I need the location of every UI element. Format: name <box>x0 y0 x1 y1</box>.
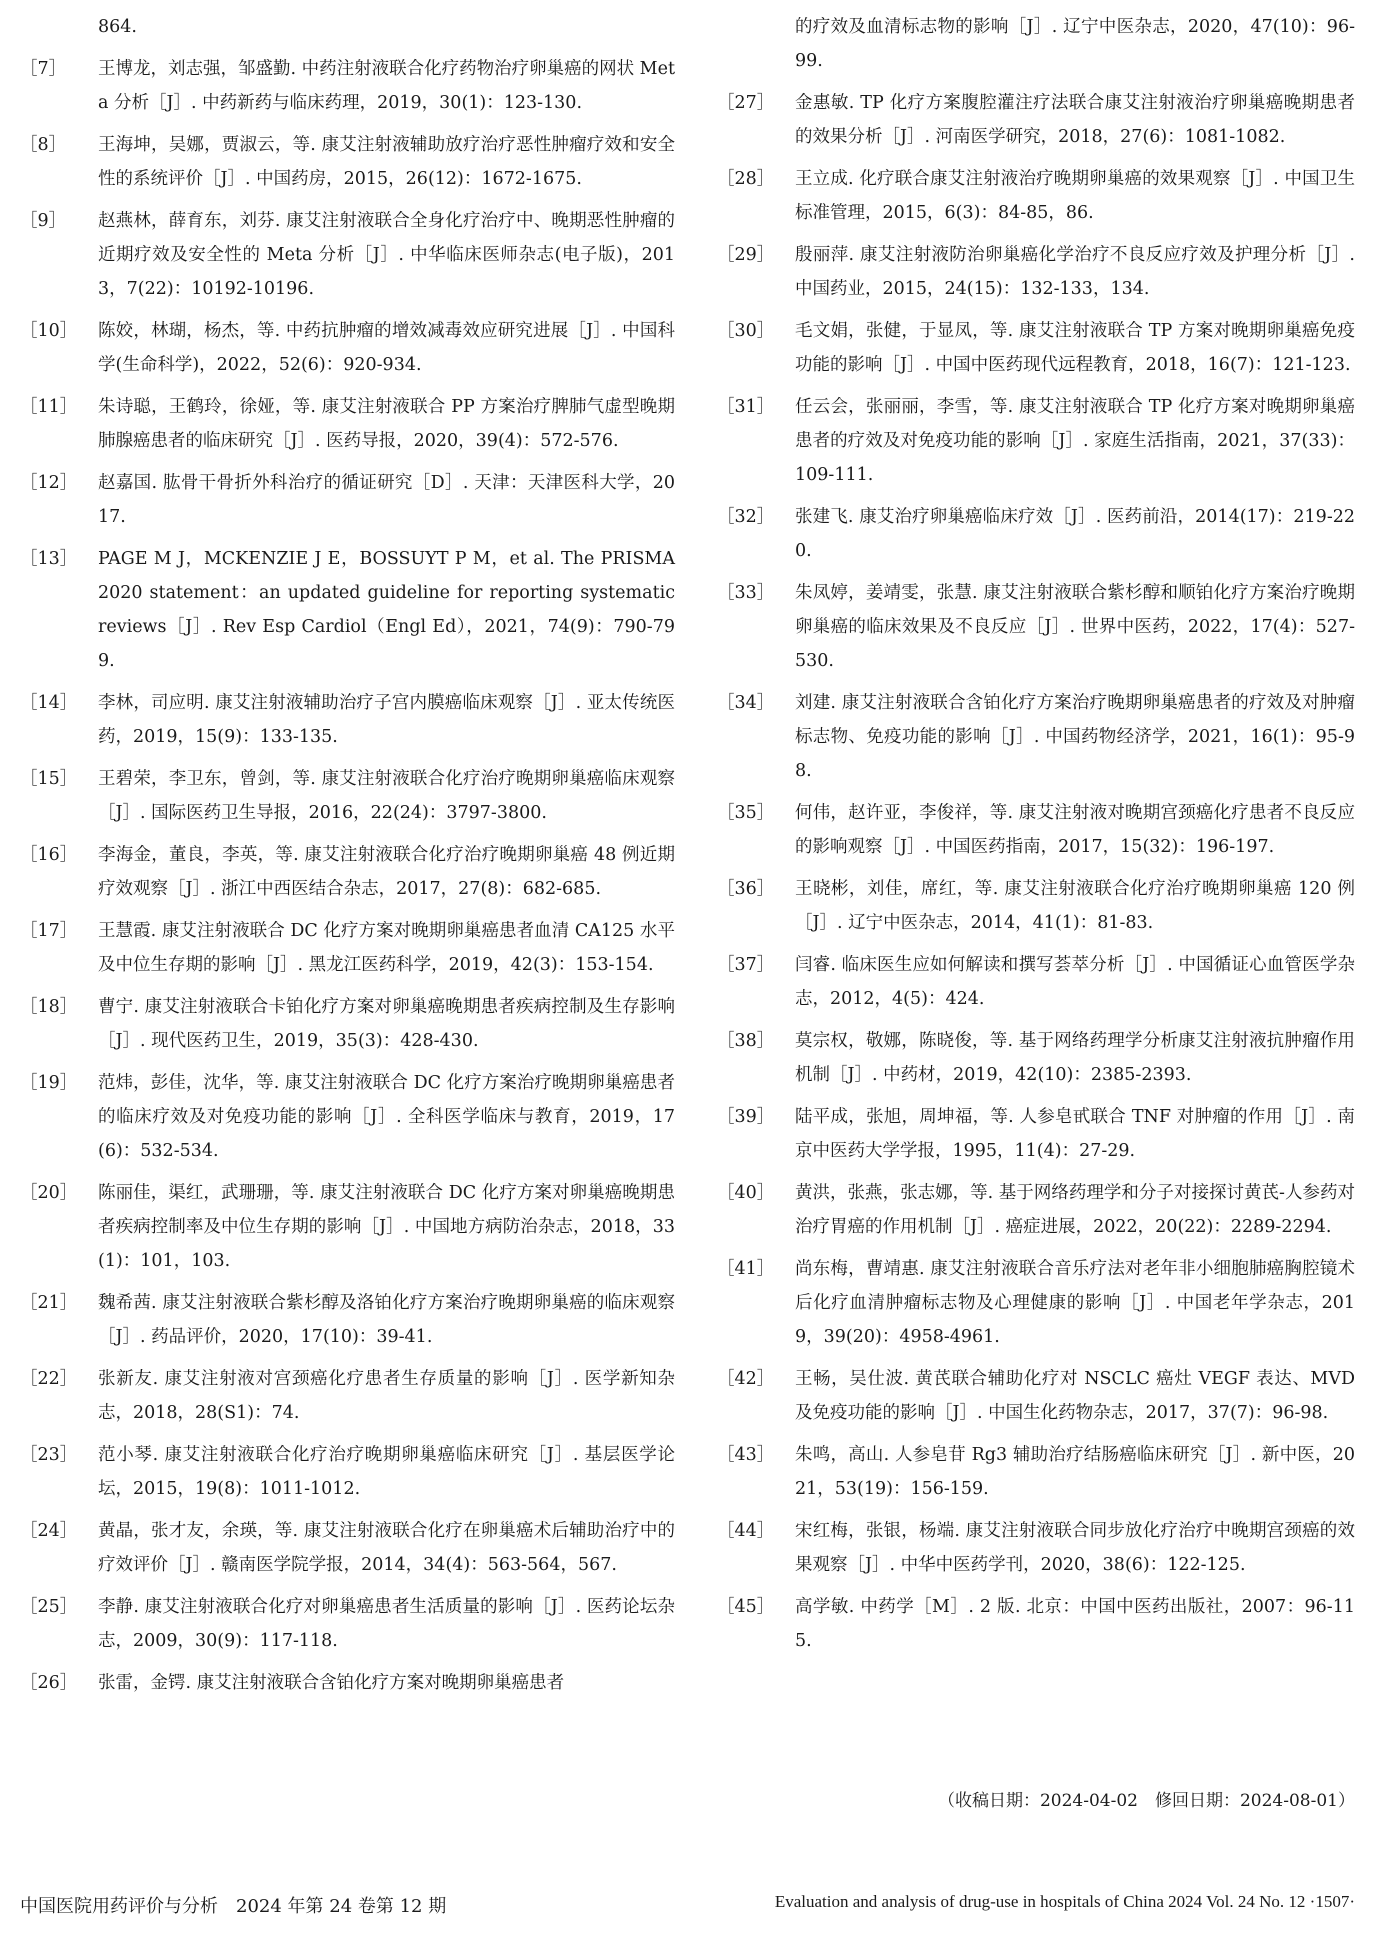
reference-item <box>20 204 675 306</box>
reference-text: PAGE M J，MCKENZIE J E，BOSSUYT P M，et al. The PRISMA 2020 statement：an updated guideline for reporting systematic reviews［J］. Rev Esp Cardiol（Engl Ed），2021，74(9)：790-799. <box>98 549 675 671</box>
reference-item <box>717 314 1355 382</box>
reference-number: ［21］ <box>20 1293 78 1313</box>
reference-item <box>717 1514 1355 1582</box>
reference-number: ［25］ <box>20 1597 78 1617</box>
reference-number: ［17］ <box>20 921 78 941</box>
reference-number: ［22］ <box>20 1369 78 1389</box>
reference-number: ［41］ <box>717 1259 775 1279</box>
reference-text: 朱诗聪，王鹤玲，徐娅，等. 康艾注射液联合 PP 方案治疗脾肺气虚型晚期肺腺癌患者的临床研究［J］. 医药导报，2020，39(4)：572-576. <box>98 397 675 451</box>
reference-continuation-text: 864. <box>98 17 137 37</box>
reference-number: ［43］ <box>717 1445 775 1465</box>
reference-list-left <box>20 52 675 1700</box>
reference-item <box>20 838 675 906</box>
reference-text: 何伟，赵许亚，李俊祥，等. 康艾注射液对晚期宫颈癌化疗患者不良反应的影响观察［J］. 中国医药指南，2017，15(32)：196-197. <box>795 803 1355 857</box>
reference-item <box>20 52 675 120</box>
reference-text: 赵燕林，薛育东，刘芬. 康艾注射液联合全身化疗治疗中、晚期恶性肿瘤的近期疗效及安全性的 Meta 分析［J］. 中华临床医师杂志(电子版)，2013，7(22)：10192-10196. <box>98 211 675 299</box>
reference-text: 王立成. 化疗联合康艾注射液治疗晚期卵巢癌的效果观察［J］. 中国卫生标准管理，2015，6(3)：84-85，86. <box>795 169 1355 223</box>
reference-text: 王碧荣，李卫东，曾剑，等. 康艾注射液联合化疗治疗晚期卵巢癌临床观察［J］. 国际医药卫生导报，2016，22(24)：3797-3800. <box>98 769 675 823</box>
reference-text: 赵嘉国. 肱骨干骨折外科治疗的循证研究［D］. 天津：天津医科大学，2017. <box>98 473 675 527</box>
reference-number: ［40］ <box>717 1183 775 1203</box>
right-column <box>717 10 1355 1666</box>
reference-number: ［16］ <box>20 845 78 865</box>
reference-number: ［45］ <box>717 1597 775 1617</box>
reference-text: 闫睿. 临床医生应如何解读和撰写荟萃分析［J］. 中国循证心血管医学杂志，2012，4(5)：424. <box>795 955 1355 1009</box>
reference-item <box>20 1438 675 1506</box>
reference-number: ［33］ <box>717 583 775 603</box>
reference-number: ［15］ <box>20 769 78 789</box>
reference-text: 魏希茜. 康艾注射液联合紫杉醇及洛铂化疗方案治疗晚期卵巢癌的临床观察［J］. 药品评价，2020，17(10)：39-41. <box>98 1293 675 1347</box>
reference-number: ［23］ <box>20 1445 78 1465</box>
reference-text: 张雷，金锷. 康艾注射液联合含铂化疗方案对晚期卵巢癌患者 <box>98 1673 565 1693</box>
reference-number: ［19］ <box>20 1073 78 1093</box>
reference-number: ［36］ <box>717 879 775 899</box>
reference-item <box>717 1100 1355 1168</box>
reference-text: 朱凤婷，姜靖雯，张慧. 康艾注射液联合紫杉醇和顺铂化疗方案治疗晚期卵巢癌的临床效果及不良反应［J］. 世界中医药，2022，17(4)：527-530. <box>795 583 1355 671</box>
reference-item <box>20 466 675 534</box>
reference-text: 范炜，彭佳，沈华，等. 康艾注射液联合 DC 化疗方案治疗晚期卵巢癌患者的临床疗效及对免疫功能的影响［J］. 全科医学临床与教育，2019，17(6)：532-534. <box>98 1073 675 1161</box>
reference-number: ［39］ <box>717 1107 775 1127</box>
reference-number: ［42］ <box>717 1369 775 1389</box>
reference-item <box>20 1362 675 1430</box>
reference-item <box>717 162 1355 230</box>
reference-text: 王海坤，吴娜，贾淑云，等. 康艾注射液辅助放疗治疗恶性肿瘤疗效和安全性的系统评价［J］. 中国药房，2015，26(12)：1672-1675. <box>98 135 675 189</box>
reference-number: ［9］ <box>20 211 67 231</box>
reference-text: 高学敏. 中药学［M］. 2 版. 北京：中国中医药出版社，2007：96-115. <box>795 1597 1355 1651</box>
reference-item <box>20 542 675 678</box>
reference-text: 王博龙，刘志强，邹盛勤. 中药注射液联合化疗药物治疗卵巢癌的网状 Meta 分析［J］. 中药新药与临床药理，2019，30(1)：123-130. <box>98 59 675 113</box>
reference-text: 王畅，吴仕波. 黄芪联合辅助化疗对 NSCLC 癌灶 VEGF 表达、MVD 及免疫功能的影响［J］. 中国生化药物杂志，2017，37(7)：96-98. <box>795 1369 1355 1423</box>
reference-text: 李林，司应明. 康艾注射液辅助治疗子宫内膜癌临床观察［J］. 亚太传统医药，2019，15(9)：133-135. <box>98 693 675 747</box>
reference-item <box>20 1666 675 1700</box>
reference-text: 陈姣，林瑚，杨杰，等. 中药抗肿瘤的增效减毒效应研究进展［J］. 中国科学(生命科学)，2022，52(6)：920-934. <box>98 321 675 375</box>
reference-number: ［24］ <box>20 1521 78 1541</box>
journal-footer-chinese: 中国医院用药评价与分析 2024 年第 24 卷第 12 期 <box>20 1896 447 1917</box>
reference-item <box>20 1590 675 1658</box>
reference-text: 李海金，董良，李英，等. 康艾注射液联合化疗治疗晚期卵巢癌 48 例近期疗效观察［J］. 浙江中西医结合杂志，2017，27(8)：682-685. <box>98 845 675 899</box>
reference-number: ［38］ <box>717 1031 775 1051</box>
reference-item <box>717 86 1355 154</box>
reference-text: 李静. 康艾注射液联合化疗对卵巢癌患者生活质量的影响［J］. 医药论坛杂志，2009，30(9)：117-118. <box>98 1597 675 1651</box>
reference-number: ［32］ <box>717 507 775 527</box>
reference-text: 张新友. 康艾注射液对宫颈癌化疗患者生存质量的影响［J］. 医学新知杂志，2018，28(S1)：74. <box>98 1369 675 1423</box>
reference-item <box>717 1590 1355 1658</box>
reference-number: ［27］ <box>717 93 775 113</box>
reference-number: ［20］ <box>20 1183 78 1203</box>
reference-item <box>20 990 675 1058</box>
reference-number: ［31］ <box>717 397 775 417</box>
reference-text: 黄洪，张燕，张志娜，等. 基于网络药理学和分子对接探讨黄芪-人参药对治疗胃癌的作用机制［J］. 癌症进展，2022，20(22)：2289-2294. <box>795 1183 1355 1237</box>
reference-text: 任云会，张丽丽，李雪，等. 康艾注射液联合 TP 化疗方案对晚期卵巢癌患者的疗效及对免疫功能的影响［J］. 家庭生活指南，2021，37(33)：109-111. <box>795 397 1355 485</box>
reference-item <box>20 914 675 982</box>
left-column <box>20 10 675 1708</box>
reference-item <box>717 796 1355 864</box>
reference-text: 殷丽萍. 康艾注射液防治卵巢癌化学治疗不良反应疗效及护理分析［J］. 中国药业，2015，24(15)：132-133，134. <box>795 245 1355 299</box>
reference-number: ［44］ <box>717 1521 775 1541</box>
reference-item <box>717 1176 1355 1244</box>
reference-item <box>717 1024 1355 1092</box>
reference-item <box>20 686 675 754</box>
reference-item <box>717 390 1355 492</box>
reference-text: 金惠敏. TP 化疗方案腹腔灌注疗法联合康艾注射液治疗卵巢癌晚期患者的效果分析［J］. 河南医学研究，2018，27(6)：1081-1082. <box>795 93 1355 147</box>
reference-continuation-text: 的疗效及血清标志物的影响［J］. 辽宁中医杂志，2020，47(10)：96-99. <box>795 17 1355 71</box>
reference-number: ［13］ <box>20 549 78 569</box>
reference-number: ［30］ <box>717 321 775 341</box>
reference-text: 毛文娟，张健，于显凤，等. 康艾注射液联合 TP 方案对晚期卵巢癌免疫功能的影响［J］. 中国中医药现代远程教育，2018，16(7)：121-123. <box>795 321 1355 375</box>
reference-item <box>20 128 675 196</box>
reference-number: ［35］ <box>717 803 775 823</box>
reference-continuation <box>717 10 1355 78</box>
reference-number: ［7］ <box>20 59 67 79</box>
reference-text: 曹宁. 康艾注射液联合卡铂化疗方案对卵巢癌晚期患者疾病控制及生存影响［J］. 现代医药卫生，2019，35(3)：428-430. <box>98 997 675 1051</box>
reference-item <box>20 1286 675 1354</box>
reference-text: 尚东梅，曹靖惠. 康艾注射液联合音乐疗法对老年非小细胞肺癌胸腔镜术后化疗血清肿瘤标志物及心理健康的影响［J］. 中国老年学杂志，2019，39(20)：4958-4961. <box>795 1259 1355 1347</box>
reference-text: 陈丽佳，渠红，武珊珊，等. 康艾注射液联合 DC 化疗方案对卵巢癌晚期患者疾病控制率及中位生存期的影响［J］. 中国地方病防治杂志，2018，33(1)：101，103. <box>98 1183 675 1271</box>
reference-item <box>717 576 1355 678</box>
reference-number: ［11］ <box>20 397 78 417</box>
reference-continuation <box>20 10 675 44</box>
reference-text: 黄晶，张才友，余瑛，等. 康艾注射液联合化疗在卵巢癌术后辅助治疗中的疗效评价［J］. 赣南医学院学报，2014，34(4)：563-564，567. <box>98 1521 675 1575</box>
reference-text: 王晓彬，刘佳，席红，等. 康艾注射液联合化疗治疗晚期卵巢癌 120 例［J］. 辽宁中医杂志，2014，41(1)：81-83. <box>795 879 1355 933</box>
reference-item <box>20 1066 675 1168</box>
reference-item <box>20 1176 675 1278</box>
reference-number: ［29］ <box>717 245 775 265</box>
reference-text: 朱鸣，高山. 人参皂苷 Rg3 辅助治疗结肠癌临床研究［J］. 新中医，2021，53(19)：156-159. <box>795 1445 1355 1499</box>
reference-text: 陆平成，张旭，周坤福，等. 人参皂甙联合 TNF 对肿瘤的作用［J］. 南京中医药大学学报，1995，11(4)：27-29. <box>795 1107 1355 1161</box>
reference-item <box>717 1252 1355 1354</box>
reference-text: 宋红梅，张银，杨端. 康艾注射液联合同步放化疗治疗中晚期宫颈癌的效果观察［J］. 中华中医药学刊，2020，38(6)：122-125. <box>795 1521 1355 1575</box>
reference-number: ［12］ <box>20 473 78 493</box>
reference-text: 莫宗权，敬娜，陈晓俊，等. 基于网络药理学分析康艾注射液抗肿瘤作用机制［J］. 中药材，2019，42(10)：2385-2393. <box>795 1031 1355 1085</box>
reference-number: ［18］ <box>20 997 78 1017</box>
reference-item <box>717 500 1355 568</box>
reference-text: 张建飞. 康艾治疗卵巢癌临床疗效［J］. 医药前沿，2014(17)：219-220. <box>795 507 1355 561</box>
reference-number: ［8］ <box>20 135 67 155</box>
reference-text: 王慧霞. 康艾注射液联合 DC 化疗方案对晚期卵巢癌患者血清 CA125 水平及中位生存期的影响［J］. 黑龙江医药科学，2019，42(3)：153-154. <box>98 921 675 975</box>
reference-item <box>717 686 1355 788</box>
received-date-note: （收稿日期：2024-04-02 修回日期：2024-08-01） <box>937 1791 1355 1811</box>
reference-item <box>717 872 1355 940</box>
reference-item <box>717 1362 1355 1430</box>
reference-item <box>20 762 675 830</box>
reference-item <box>20 314 675 382</box>
journal-footer-english: Evaluation and analysis of drug-use in hospitals of China 2024 Vol. 24 No. 12 ·1507· <box>774 1892 1355 1911</box>
reference-text: 刘建. 康艾注射液联合含铂化疗方案治疗晚期卵巢癌患者的疗效及对肿瘤标志物、免疫功能的影响［J］. 中国药物经济学，2021，16(1)：95-98. <box>795 693 1355 781</box>
reference-number: ［14］ <box>20 693 78 713</box>
reference-item <box>717 948 1355 1016</box>
reference-number: ［10］ <box>20 321 78 341</box>
reference-number: ［37］ <box>717 955 775 975</box>
reference-number: ［26］ <box>20 1673 78 1693</box>
reference-item <box>20 390 675 458</box>
reference-item <box>20 1514 675 1582</box>
reference-item <box>717 238 1355 306</box>
reference-text: 范小琴. 康艾注射液联合化疗治疗晚期卵巢癌临床研究［J］. 基层医学论坛，2015，19(8)：1011-1012. <box>98 1445 675 1499</box>
reference-list-right <box>717 86 1355 1658</box>
reference-item <box>717 1438 1355 1506</box>
reference-number: ［28］ <box>717 169 775 189</box>
reference-number: ［34］ <box>717 693 775 713</box>
